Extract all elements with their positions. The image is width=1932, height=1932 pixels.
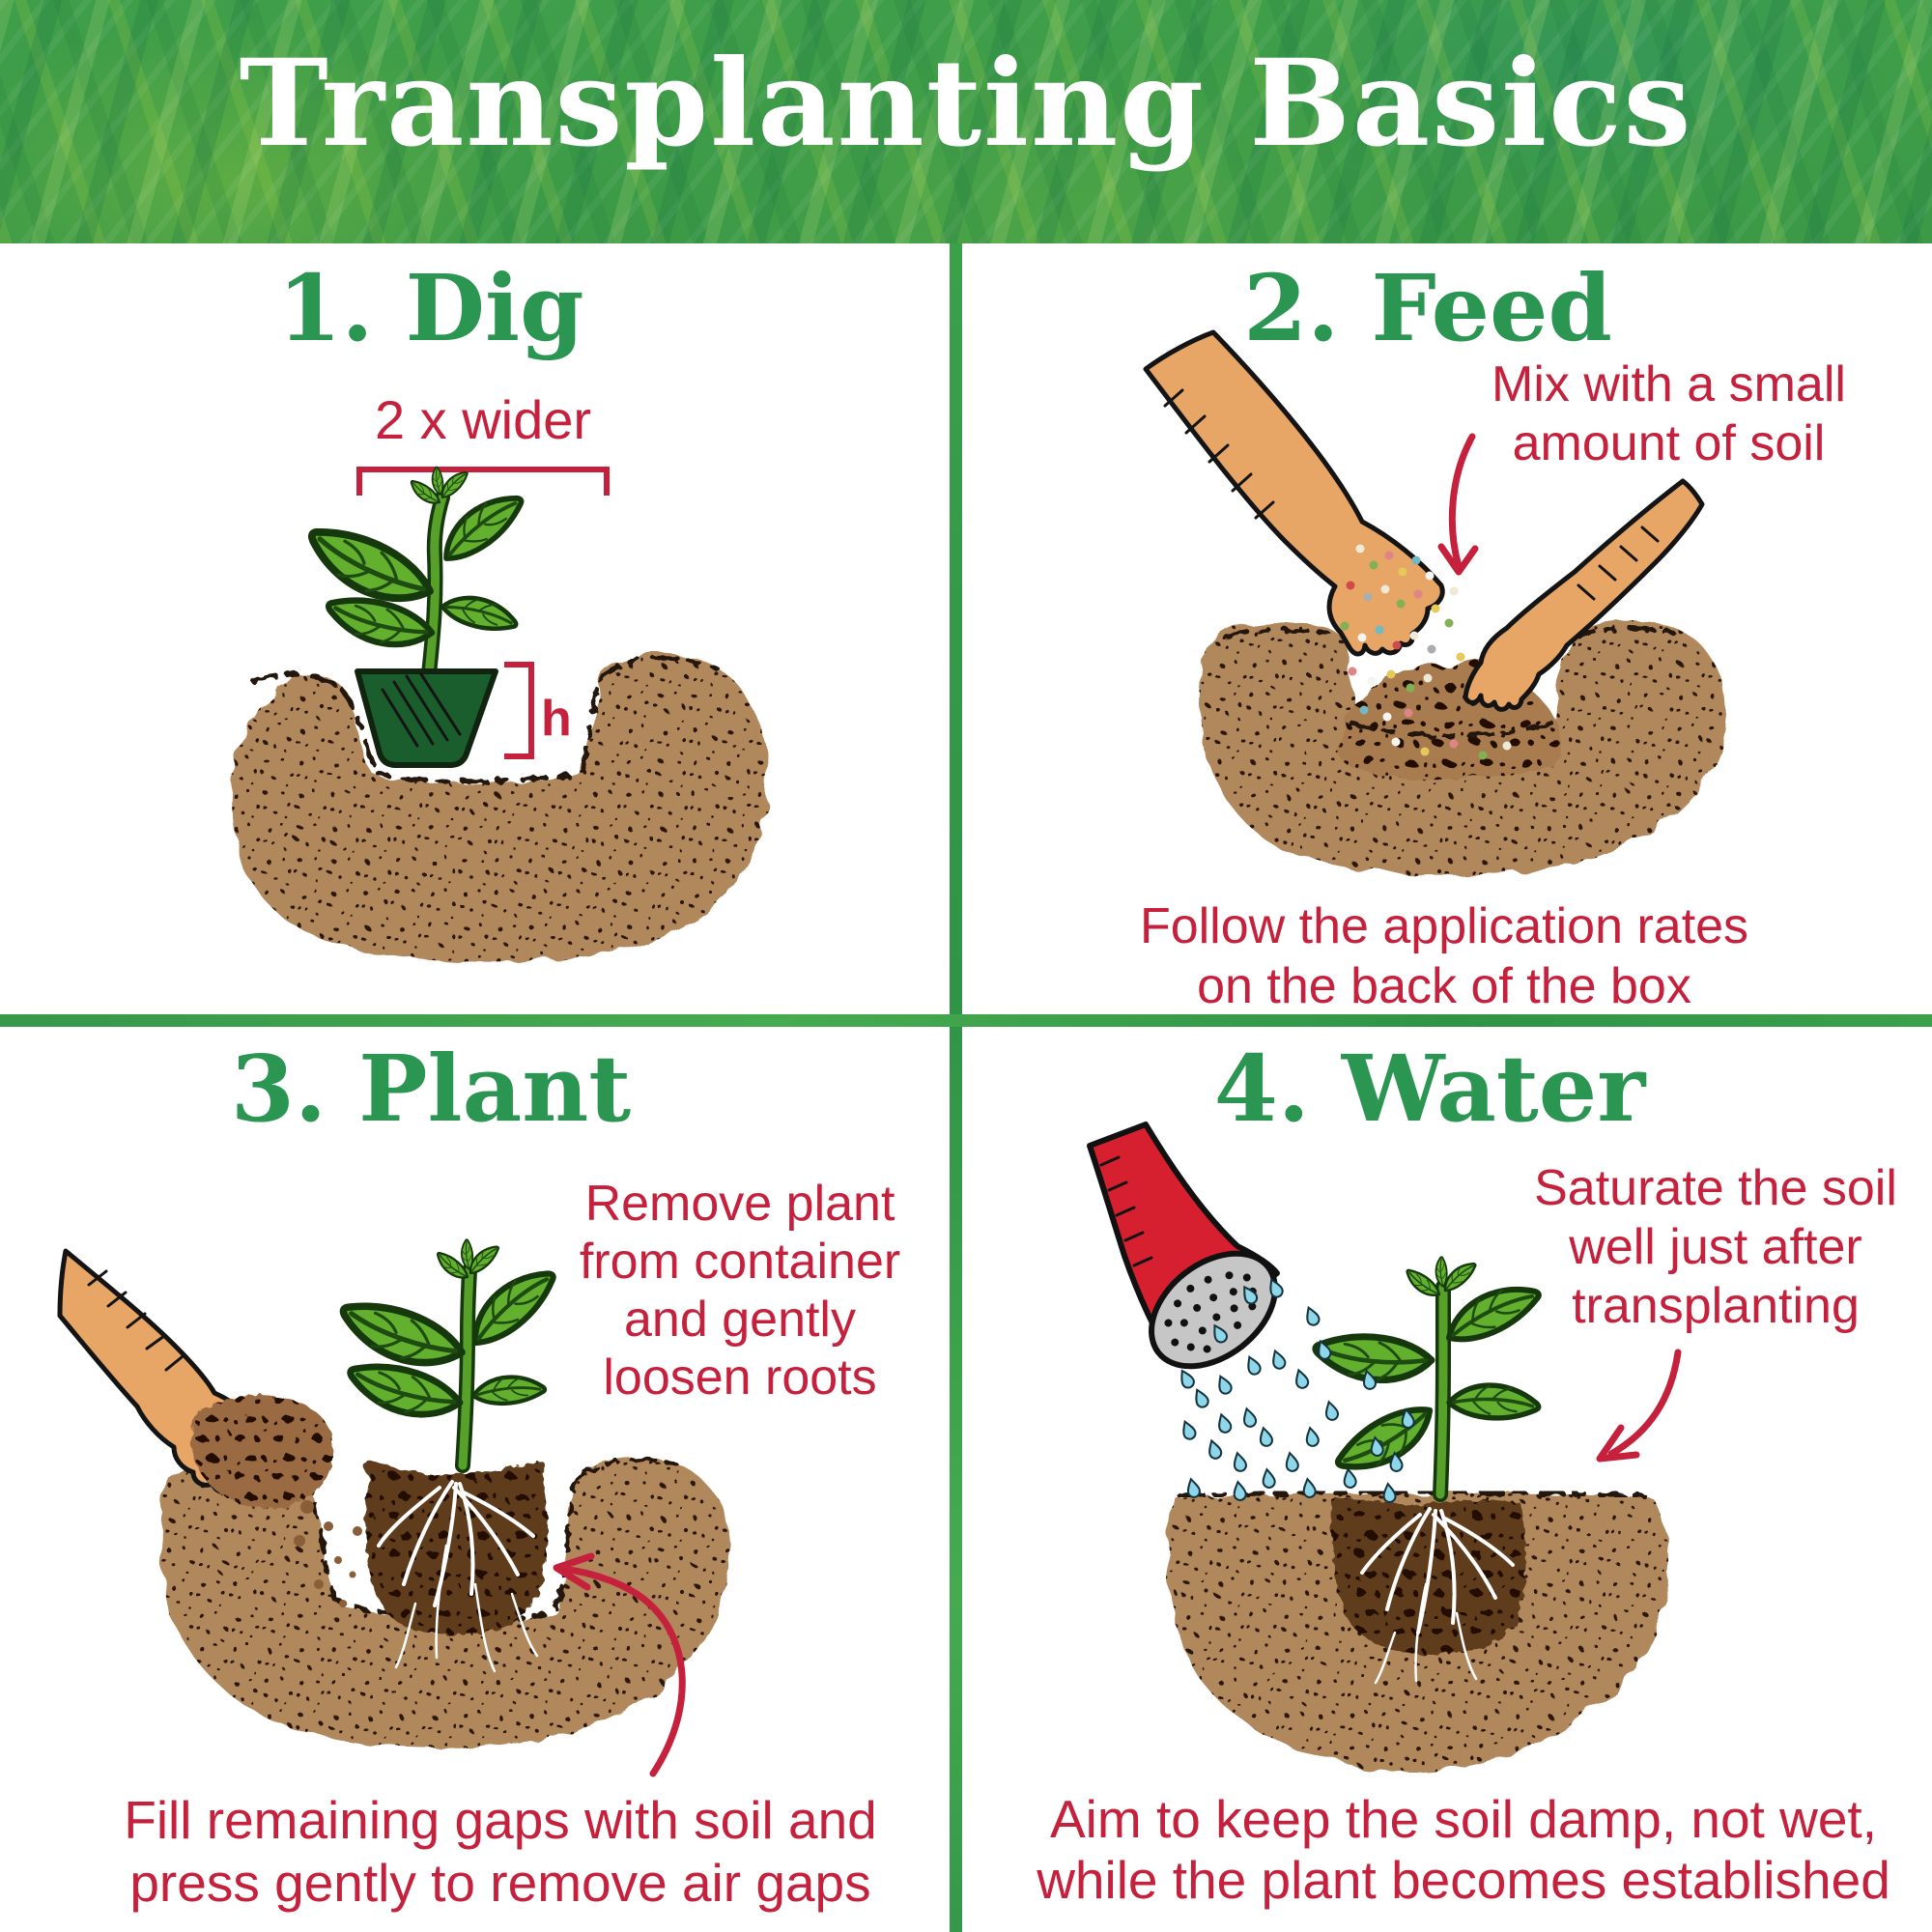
plant-pot [357,671,496,765]
annotation-line: Remove plant [584,1176,895,1232]
annotation-line: amount of soil [1512,415,1826,471]
caption-line: on the back of the box [1197,958,1691,1014]
step-heading-feed: 2. Feed [1243,255,1612,362]
seedling [334,1239,563,1465]
annotation-line: well just after [1569,1219,1862,1275]
width-label: 2 x wider [374,389,592,450]
plant-caption [75,1789,925,1915]
vertical-divider [950,243,962,1932]
dig-illustration [231,467,768,961]
caption-line: Fill remaining gaps with soil and [124,1790,877,1850]
water-caption [1019,1789,1908,1911]
annotation-line: Saturate the soil [1534,1160,1897,1216]
caption-line: press gently to remove air gaps [129,1853,871,1913]
plant-annotation [547,1175,933,1406]
watering-can-icon [1090,1124,1296,1389]
page-title: Transplanting Basics [239,34,1693,174]
height-label: h [541,691,572,747]
annotation-line: and gently [624,1292,856,1348]
caption-line: Aim to keep the soil damp, not wet, [1050,1789,1877,1849]
measurement-bracket-height [507,665,531,756]
feed-annotation [1410,355,1927,473]
annotation-line: transplanting [1572,1278,1860,1334]
caption-line: while the plant becomes established [1037,1850,1890,1910]
measurement-bracket-width [359,469,607,493]
annotation-line: loosen roots [603,1350,877,1406]
step-heading-dig: 1. Dig [277,255,584,362]
soil-mound [231,656,768,962]
annotation-line: Mix with a small [1492,356,1846,412]
feed-caption [1043,896,1845,1016]
annotation-line: from container [579,1234,901,1290]
step-heading-water: 4. Water [1213,1036,1646,1143]
seedling [1312,1257,1545,1494]
step-heading-plant: 3. Plant [230,1036,632,1143]
caption-line: Follow the application rates [1139,898,1749,954]
curved-arrow [1600,1352,1678,1459]
water-annotation [1522,1159,1909,1336]
